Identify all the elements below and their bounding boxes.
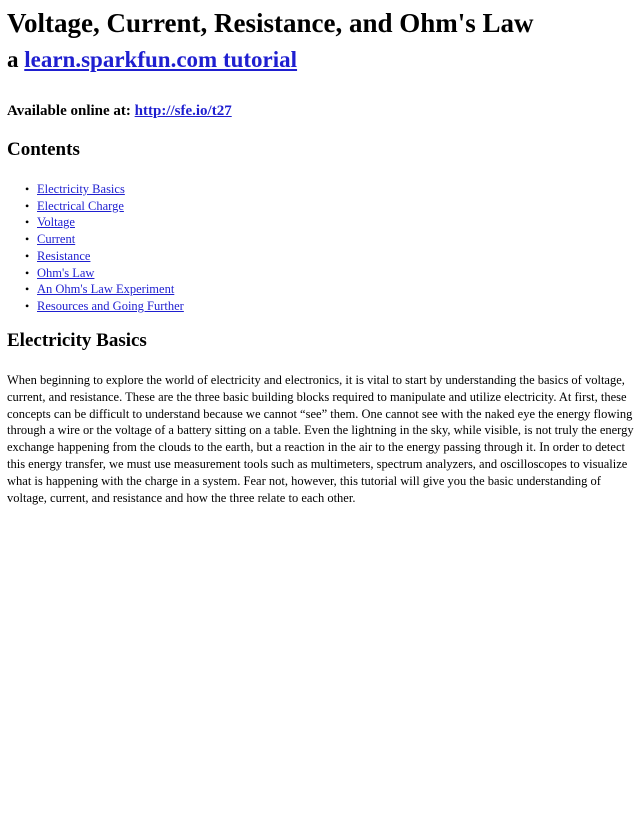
bullet-icon: • — [25, 265, 30, 280]
bullet-icon: • — [25, 298, 30, 313]
toc-item — [25, 265, 184, 282]
toc-link-electrical-charge[interactable]: Electrical Charge — [37, 198, 124, 213]
bullet-icon: • — [25, 215, 30, 230]
toc-link-electricity-basics[interactable]: Electricity Basics — [37, 182, 125, 196]
bullet-icon: • — [25, 198, 30, 213]
page-subtitle — [7, 44, 297, 76]
available-label: Available online at: — [7, 103, 131, 119]
sparkfun-tutorial-link[interactable]: learn.sparkfun.com tutorial — [24, 47, 298, 72]
toc-link-ohms-law[interactable]: Ohm's Law — [37, 265, 95, 280]
bullet-icon: • — [25, 182, 30, 196]
contents-heading: Contents — [7, 139, 80, 160]
bullet-icon: • — [25, 248, 30, 263]
subtitle-prefix: a — [7, 47, 19, 72]
toc-item — [25, 198, 184, 215]
table-of-contents — [25, 181, 184, 315]
toc-item — [25, 214, 184, 231]
section-paragraph: When beginning to explore the world of electricity and electronics, it is vital to start by understanding the basics of voltage, current, and resistance. These are the three basic building blocks required to manipulate and utilize electricity. At first, these concepts can be difficult to understand because we cannot “see” them. One cannot see with the naked eye the energy flowing through a wire or the voltage of a battery sitting on a table. Even the lightning in the sky, while visible, is not truly the energy exchange happening from the clouds to the earth, but a reaction in the air to the energy passing through it. In order to detect this energy transfer, we must use measurement tools such as multimeters, spectrum analyzers, and oscilloscopes to visualize what is happening with the charge in a system. Fear not, however, this tutorial will give you the basic understanding of voltage, current, and resistance and how the three relate to each other. — [7, 373, 634, 505]
toc-link-ohms-law-experiment[interactable]: An Ohm's Law Experiment — [37, 282, 175, 297]
page-title: Voltage, Current, Resistance, and Ohm's Law — [7, 8, 534, 38]
toc-link-resources[interactable]: Resources and Going Further — [37, 298, 184, 313]
bullet-icon: • — [25, 282, 30, 297]
toc-link-current[interactable]: Current — [37, 232, 76, 247]
available-online — [7, 101, 232, 121]
toc-item — [25, 281, 184, 298]
toc-item — [25, 248, 184, 265]
toc-item — [25, 181, 184, 198]
short-url-link[interactable]: http://sfe.io/t27 — [134, 103, 232, 119]
toc-item — [25, 298, 184, 315]
toc-link-voltage[interactable]: Voltage — [37, 215, 75, 230]
toc-link-resistance[interactable]: Resistance — [37, 248, 91, 263]
bullet-icon: • — [25, 232, 30, 247]
toc-item — [25, 231, 184, 248]
section-heading-electricity-basics: Electricity Basics — [7, 330, 147, 351]
